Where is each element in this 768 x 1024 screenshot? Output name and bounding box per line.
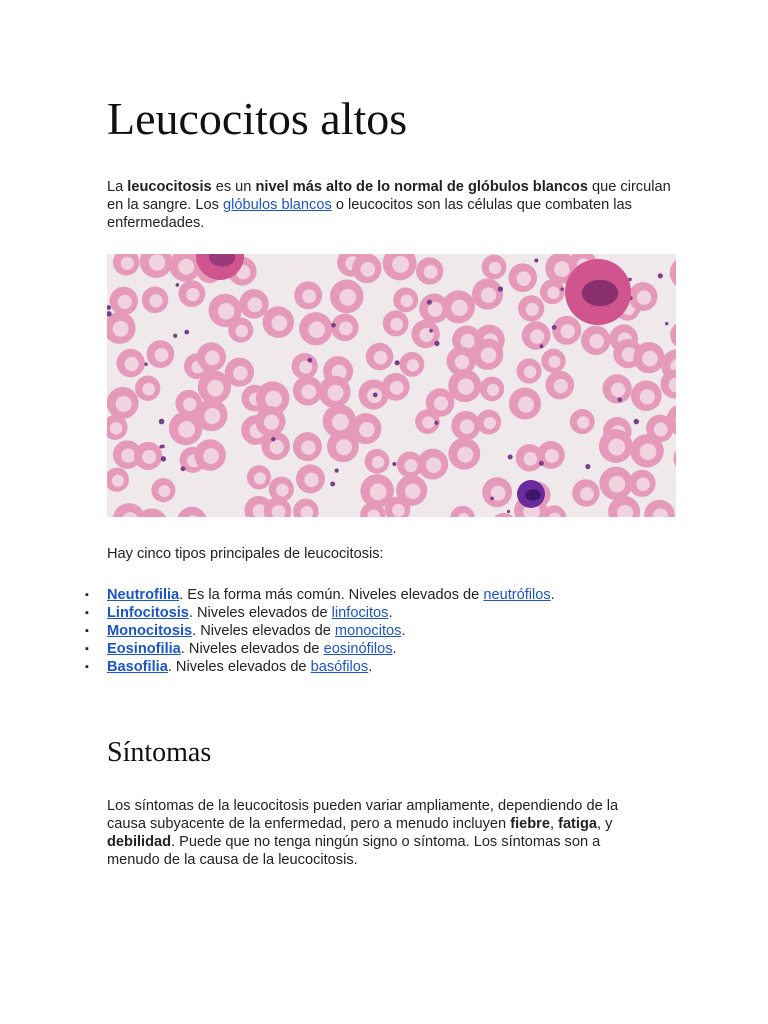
list-item-text: . Es la forma más común. Niveles elevados de [179,587,484,603]
red-blood-cell [261,432,290,461]
red-blood-cell [247,465,271,489]
red-blood-cell [147,340,175,368]
red-blood-cell [197,342,226,371]
intro-text-1: La [107,179,128,195]
red-blood-cell [293,432,322,461]
red-blood-cell [482,477,512,507]
red-blood-cell [318,376,350,408]
platelet [373,392,378,397]
red-blood-cell [331,314,359,342]
list-item-end: . [392,641,397,657]
platelet [331,323,336,328]
red-blood-cell [194,439,226,471]
link-neutrofilos[interactable]: neutrófilos [483,587,551,603]
platelet [490,497,494,501]
platelet [161,456,166,461]
platelet [429,329,433,333]
list-item-text: . Niveles elevados de [167,659,311,675]
list-item-text: . Niveles elevados de [188,605,332,621]
symptoms-heading: Síntomas [107,737,212,768]
platelet [161,444,165,448]
list-item-end: . [388,605,393,621]
red-blood-cell [508,263,537,292]
types-list [85,586,555,676]
red-blood-cell [545,371,574,400]
intro-text-3: que circulan en la sangre. Los [107,179,671,213]
intro-bold-definition: nivel más alto de lo normal de glóbulos blancos [255,179,588,195]
symptom-fatiga: fatiga [558,816,597,832]
red-blood-cell [517,358,542,383]
red-blood-cell [442,290,475,323]
red-blood-cell [327,430,359,462]
red-blood-cell [448,369,481,402]
platelet [552,325,557,330]
red-blood-cell [581,326,610,355]
red-blood-cell [107,387,139,419]
list-item [85,622,555,640]
red-blood-cell [296,464,325,493]
blood-smear-image [107,254,676,517]
red-blood-cell [299,312,332,345]
platelet [330,481,335,486]
bullet-icon: ▪ [85,607,89,619]
platelet [534,258,538,262]
platelet [560,288,563,291]
page-title: Leucocitos altos [107,93,408,144]
red-blood-cell [393,287,418,312]
symptoms-text-3: , y [597,816,613,832]
platelet [434,341,439,346]
link-monocitos[interactable]: monocitos [334,623,402,639]
red-blood-cell [228,318,253,343]
red-blood-cell [570,409,595,434]
platelet [665,322,668,325]
red-blood-cell [179,280,206,307]
platelet [144,362,147,365]
red-blood-cell [633,342,664,373]
platelet [427,300,432,305]
red-blood-cell [603,374,632,403]
list-item-end: . [401,623,406,639]
list-item [85,658,555,676]
platelet [392,462,396,466]
symptoms-paragraph [107,797,647,869]
list-item [85,586,555,604]
red-blood-cell [540,279,565,304]
red-blood-cell [110,287,138,315]
platelet [159,419,165,425]
red-blood-cell [366,343,393,370]
platelet [173,334,177,338]
red-blood-cell [476,410,501,435]
platelet [634,419,640,425]
platelet [184,330,189,335]
red-blood-cell [472,279,503,310]
symptom-fiebre: fiebre [510,816,550,832]
link-basofilos[interactable]: basófilos [310,659,369,675]
red-blood-cell [239,289,269,319]
red-blood-cell [151,478,175,502]
red-blood-cell [599,467,632,500]
red-blood-cell [629,282,658,311]
red-blood-cell [482,255,507,280]
red-blood-cell [330,280,364,314]
red-blood-cell [599,429,633,463]
red-blood-cell [416,257,443,284]
bullet-icon: ▪ [85,589,89,601]
bullet-icon: ▪ [85,661,89,673]
link-linfocitosis[interactable]: Linfocitosis [107,605,189,621]
link-linfocitos[interactable]: linfocitos [331,605,389,621]
platelet [335,468,339,472]
list-item-end: . [368,659,373,675]
platelet [434,421,438,425]
red-blood-cell [480,377,505,402]
link-monocitosis[interactable]: Monocitosis [107,623,193,639]
symptoms-text-4: . Puede que no tenga ningún signo o síntoma. Los síntomas son a menudo de la causa de la leucocitosis. [107,834,601,868]
platelet [658,273,663,278]
red-blood-cell [399,352,424,377]
symptoms-text-2: , [549,816,559,832]
platelet [508,455,513,460]
platelet [498,287,503,292]
platelet [585,464,590,469]
red-blood-cell [382,373,410,401]
red-blood-cell [518,295,544,321]
list-item [85,640,555,658]
red-blood-cell [383,310,409,336]
intro-text-4: o leucocitos son las células que combaten las enfermedades. [107,197,632,231]
red-blood-cell [541,349,565,373]
list-item-text: . Niveles elevados de [192,623,335,639]
red-blood-cell [292,353,318,379]
red-blood-cell [522,321,551,350]
red-blood-cell [631,380,662,411]
red-blood-cell [198,371,231,404]
platelet [176,283,180,287]
red-blood-cell [552,316,581,345]
intro-text-2: es un [211,179,256,195]
list-item-text: . Niveles elevados de [180,641,324,657]
list-item [85,604,555,622]
red-blood-cell [195,399,227,431]
red-blood-cell [417,449,448,480]
red-blood-cell [352,254,382,283]
platelet [395,360,400,365]
red-blood-cell [255,406,285,436]
link-eosinofilos[interactable]: eosinófilos [323,641,393,657]
red-blood-cell [472,339,503,370]
lymphocyte-cell [517,480,545,508]
bullet-icon: ▪ [85,643,89,655]
red-blood-cell [134,442,162,470]
types-intro: Hay cinco tipos principales de leucocitosis: [107,546,384,562]
red-blood-cell [572,479,599,506]
platelet [618,398,622,402]
red-blood-cell [509,387,541,419]
symptoms-text-1: Los síntomas de la leucocitosis pueden variar ampliamente, dependiendo de la causa subyacente de la enfermedad, pero a menudo incluyen [107,798,619,832]
platelet [540,344,544,348]
red-blood-cell [365,449,390,474]
neutrophil-cell [565,259,631,325]
bullet-icon: ▪ [85,625,89,637]
red-blood-cell [294,281,322,309]
red-blood-cell [451,411,480,440]
link-basofilia[interactable]: Basofilia [107,659,168,675]
intro-paragraph [107,178,672,232]
red-blood-cell [448,438,480,470]
red-blood-cell [293,376,323,406]
link-neutrofilia[interactable]: Neutrofilia [107,587,180,603]
red-blood-cell [630,434,663,467]
list-item-end: . [550,587,555,603]
red-blood-cell [263,306,295,338]
intro-bold-leucocitosis: leucocitosis [127,179,212,195]
platelet [539,461,544,466]
symptom-debilidad: debilidad [107,834,172,850]
platelet [307,358,312,363]
platelet [271,437,275,441]
link-eosinofilia[interactable]: Eosinofilia [107,641,181,657]
red-blood-cell [135,376,160,401]
red-blood-cell [142,286,169,313]
red-blood-cell [116,349,144,377]
platelet [507,510,510,513]
red-blood-cell [628,470,655,497]
link-globulos-blancos[interactable]: glóbulos blancos [223,197,332,213]
platelet [181,466,186,471]
